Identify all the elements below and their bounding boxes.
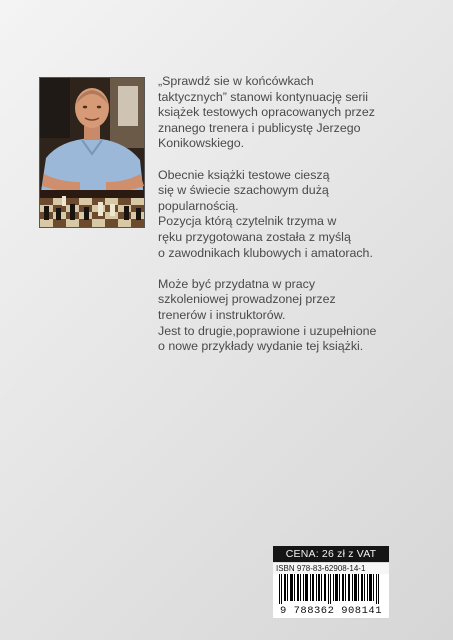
text-line: o nowe przykłady wydanie tej książki. (158, 339, 364, 354)
description-paragraph-3 (158, 277, 428, 355)
text-line: Pozycja którą czytelnik trzyma w (158, 214, 337, 229)
text-line: znanego trenera i publicystę Jerzego (158, 120, 361, 135)
price-label: CENA: 26 zł z VAT (273, 546, 389, 562)
text-line: „Sprawdź sie w końcówkach (158, 74, 314, 88)
text-line: trenerów i instruktorów. (158, 307, 286, 322)
text-line: szkoleniowej prowadzonej przez (158, 292, 336, 307)
text-line: Konikowskiego. (158, 136, 245, 151)
cover-description (158, 74, 428, 370)
text-line: Może być przydatna w pracy (158, 276, 316, 291)
text-line: taktycznych” stanowi kontynuację serii (158, 89, 369, 104)
text-line: popularnością. (158, 198, 239, 213)
description-paragraph-2 (158, 168, 428, 262)
text-line: o zawodnikach klubowych i amatorach. (158, 245, 373, 260)
barcode-digits: 9 788362 908141 (273, 604, 389, 618)
isbn-number: ISBN 978-83-62908-14-1 (273, 563, 389, 574)
text-line: książek testowych opracowanych przez (158, 105, 375, 120)
text-line: się w świecie szachowym dużą (158, 183, 329, 198)
text-line: Obecnie książki testowe cieszą (158, 167, 330, 182)
author-photo (39, 77, 145, 228)
description-paragraph-1 (158, 74, 428, 152)
barcode-bars (273, 574, 389, 604)
text-line: ręku przygotowana została z myślą (158, 229, 351, 244)
text-line: Jest to drugie,poprawione i uzupełnione (158, 323, 377, 338)
